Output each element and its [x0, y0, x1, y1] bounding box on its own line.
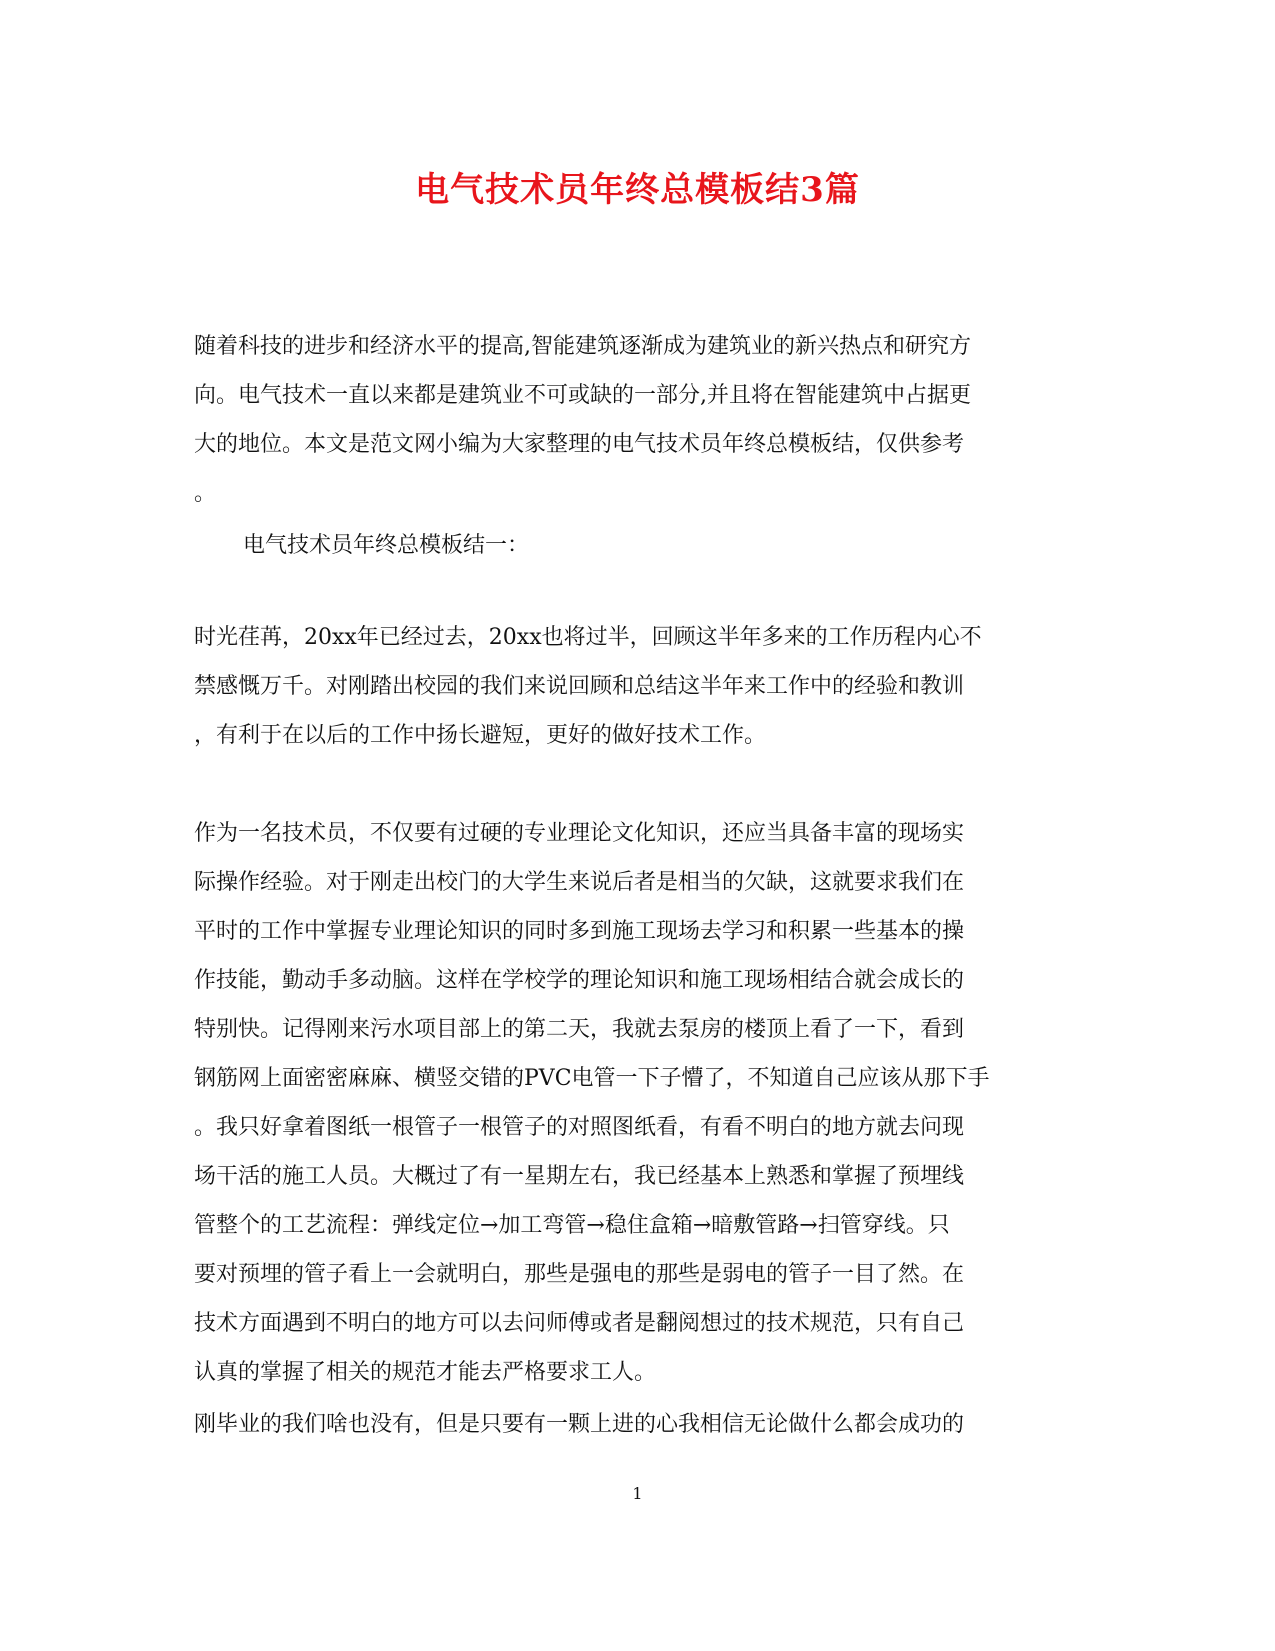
text-line: 时光荏苒，20xx年已经过去，20xx也将过半，回顾这半年多来的工作历程内心不	[194, 625, 982, 650]
text-line: 作技能，勤动手多动脑。这样在学校学的理论知识和施工现场相结合就会成长的	[194, 968, 965, 993]
text-line: 管整个的工艺流程：弹线定位→加工弯管→稳住盒箱→暗敷管路→扫管穿线。只	[194, 1213, 950, 1238]
text-line: 场干活的施工人员。大概过了有一星期左右，我已经基本上熟悉和掌握了预埋线	[194, 1164, 965, 1189]
text-line: 。我只好拿着图纸一根管子一根管子的对照图纸看，有看不明白的地方就去问现	[194, 1115, 965, 1140]
text-line: 作为一名技术员，不仅要有过硬的专业理论文化知识，还应当具备丰富的现场实	[194, 821, 965, 846]
text-line: 。	[194, 481, 217, 506]
text-line: 禁感慨万千。对刚踏出校园的我们来说回顾和总结这半年来工作中的经验和教训	[194, 674, 965, 699]
text-line: 钢筋网上面密密麻麻、横竖交错的PVC电管一下子懵了，不知道自己应该从那下手	[194, 1066, 990, 1091]
text-line: 大的地位。本文是范文网小编为大家整理的电气技术员年终总模板结，仅供参考	[194, 432, 965, 457]
text-line: 特别快。记得刚来污水项目部上的第二天，我就去泵房的楼顶上看了一下，看到	[194, 1017, 965, 1042]
text-line: 向。电气技术一直以来都是建筑业不可或缺的一部分,并且将在智能建筑中占据更	[194, 383, 971, 408]
intro-paragraph	[194, 322, 1066, 518]
text-line: 随着科技的进步和经济水平的提高,智能建筑逐渐成为建筑业的新兴热点和研究方	[194, 334, 971, 359]
text-line: 平时的工作中掌握专业理论知识的同时多到施工现场去学习和积累一些基本的操	[194, 919, 965, 944]
paragraph-1	[194, 613, 1066, 760]
document-title: 电气技术员年终总模板结3篇	[415, 170, 860, 210]
section-heading: 电气技术员年终总模板结一：	[243, 533, 530, 558]
text-line: 认真的掌握了相关的规范才能去严格要求工人。	[194, 1360, 657, 1385]
text-line: 要对预埋的管子看上一会就明白，那些是强电的那些是弱电的管子一目了然。在	[194, 1262, 965, 1287]
text-line: 刚毕业的我们啥也没有，但是只要有一颗上进的心我相信无论做什么都会成功的	[194, 1412, 965, 1437]
text-line: 际操作经验。对于刚走出校门的大学生来说后者是相当的欠缺，这就要求我们在	[194, 870, 965, 895]
text-line: ，有利于在以后的工作中扬长避短，更好的做好技术工作。	[194, 723, 767, 748]
paragraph-2	[194, 809, 1066, 1397]
page-number: 1	[632, 1484, 643, 1503]
text-line: 技术方面遇到不明白的地方可以去问师傅或者是翻阅想过的技术规范，只有自己	[194, 1311, 965, 1336]
paragraph-3	[194, 1400, 1066, 1449]
